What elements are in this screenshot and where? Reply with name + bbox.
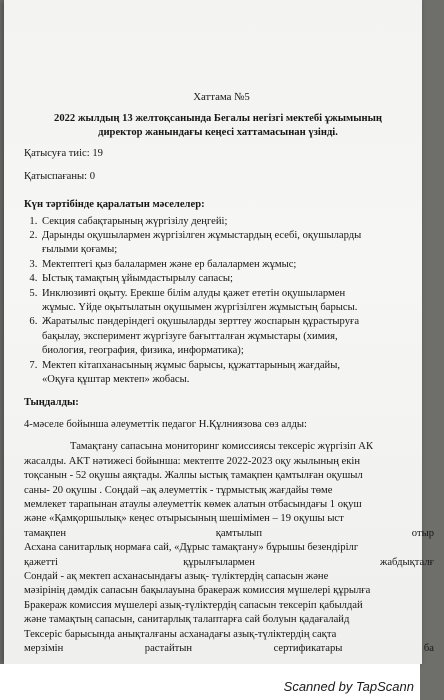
protocol-subtitle	[14, 112, 422, 140]
page-footer-area	[0, 664, 420, 700]
scanner-watermark: Scanned by TapScann	[283, 679, 414, 694]
agenda-item-line: 4. Ыстық тамақтың ұйымдастырылу сапасы;	[42, 273, 233, 285]
agenda-heading: Күн тәртібінде қаралатын мәселелер:	[24, 199, 205, 211]
report-line: мәзірінің дәмдік сапасын бақылауына бракераж комиссия мүшелері құрылға	[24, 585, 371, 597]
report-line: Асхана санитарлық нормаға сай, «Дұрыс тамақтану» бұрышы безендірілг	[24, 542, 359, 554]
attendance-present: Қатысуға тиіс: 19	[24, 148, 103, 160]
report-line: тамақпен қамтылып отыр	[24, 527, 434, 539]
agenda-item	[40, 258, 444, 272]
agenda-item-line: биология, география, физика, информатика);	[42, 345, 244, 357]
agenda-item	[40, 229, 444, 258]
agenda-item	[40, 315, 444, 358]
agenda-item-line: 6. Жаратылыс пәндеріндегі оқушыларды зерттеу жоспарын құрастыруға	[42, 316, 360, 328]
protocol-title: Хаттама №5	[193, 91, 250, 103]
report-paragraph	[24, 440, 444, 656]
heard-intro: 4-мәселе бойынша әлеуметтік педагог Н.Құлниязова сөз алды:	[24, 418, 307, 430]
subtitle-line: директор жанындағы кеңесі хаттамасынан үзінді.	[98, 127, 338, 139]
agenda-item	[40, 215, 444, 229]
report-line: Тамақтану сапасына мониторинг комиссиясы тексеріс жүргізіп АК	[70, 441, 374, 453]
report-line: Бракераж комиссия мүшелері азық-түліктердің сапасын тексеріп қабылдай	[24, 599, 363, 611]
agenda-item-line: 7. Мектеп кітапханасының жұмыс барысы, құжаттарының жағдайы,	[42, 359, 340, 371]
report-line: Сондай - ақ мектеп асханасындағы азық- түліктердің сапасын және	[24, 570, 329, 582]
agenda-item-line: 2. Дарынды оқушылармен жүргізілген жұмыстардың есебі, оқушыларды	[42, 230, 362, 242]
agenda-item	[40, 287, 444, 316]
agenda-item-line: «Оқуға құштар мектеп» жобасы.	[42, 374, 190, 386]
report-line: саны- 20 оқушы . Соңдай –ақ әлеуметтік - тұрмыстық жағдайы төме	[24, 484, 333, 496]
subtitle-line: 2022 жылдың 13 желтоқсанында Бегалы негізгі мектебі ұжымының	[54, 113, 382, 125]
agenda-item	[40, 272, 444, 286]
attendance-absent: Қатыспағаны: 0	[24, 170, 96, 182]
report-line: және тамақтың сапасын, санитарлық талаптарға сай болуын қадағалайд	[24, 614, 350, 626]
agenda-item	[40, 359, 444, 388]
agenda-item-line: 5. Инклюзивті оқыту. Ерекше білім алуды қажет ететін оқушылармен	[42, 287, 346, 299]
agenda-item-line: ғылыми қоғамы;	[42, 244, 118, 256]
agenda-item-line: 1. Секция сабақтарының жүргізілу деңгейі;	[42, 215, 228, 227]
report-line: жасалды. АКТ нәтижесі бойынша: мектепте 2022-2023 оқу жылының екін	[24, 455, 361, 467]
agenda-item-line: бақылау, эксперимент жүргізуге бағытталған жұмыстары (химия,	[42, 330, 338, 342]
agenda-list	[24, 215, 444, 388]
report-line: мемлекет тарапынан атаулы әлеуметтік көмек алатын отбасындағы 1 оқуш	[24, 498, 362, 510]
agenda-item-line: 3. Мектептегі қыз балалармен және ер балалармен жұмыс;	[42, 258, 297, 270]
report-line: мерзімін растайтын сертификатары ба	[24, 643, 434, 654]
report-line: Тексеріс барысында анықталғаны асханадағы азық-түліктердің сақта	[24, 628, 337, 640]
document-page	[4, 0, 434, 664]
document-body	[24, 90, 444, 656]
agenda-item-line: жұмыс. Үйде оқытылатын оқушымен жүргізілген жұмыстың барысы.	[42, 302, 358, 314]
report-line: қажетті құрылғылармен жабдықталғ	[24, 556, 434, 568]
report-line: және «Қамқоршылық» кеңес отырысының шешімімен – 19 оқушы ыст	[24, 513, 344, 525]
report-line: тоқсанын - 52 оқушы аяқтады. Жалпы ыстық тамақпен қамтылған оқушыл	[24, 470, 363, 482]
heard-heading: Тыңдалды:	[24, 396, 79, 408]
